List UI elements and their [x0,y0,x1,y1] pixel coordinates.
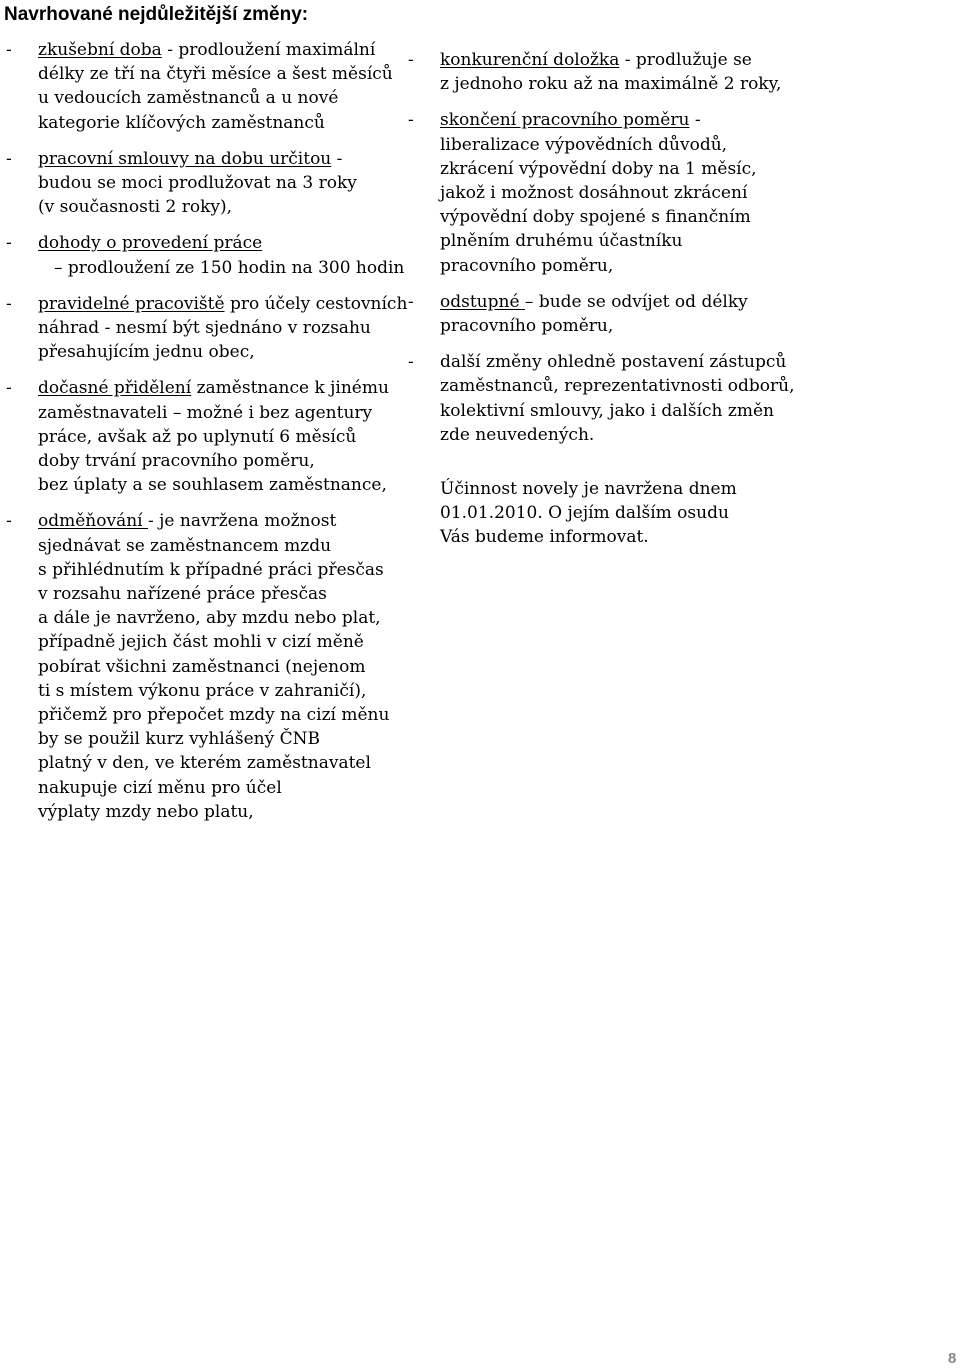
item-term: dočasné přidělení [38,378,192,399]
item-first-line [38,509,410,533]
item-line: platný v den, ve kterém zaměstnavatel [38,753,371,774]
change-item [402,290,832,338]
item-term: odstupné [440,291,525,312]
item-term-rest: další změny ohledně postavení zástupců [440,352,787,373]
item-term: odměňování [38,511,149,532]
change-item [402,48,832,96]
item-line: kolektivní smlouvy, jako i dalších změn [440,400,774,421]
item-line: pobírat všichni zaměstnanci (nejenom [38,656,366,677]
item-term: skončení pracovního poměru [440,110,690,131]
item-term-rest: zaměstnance k jinému [191,378,389,399]
item-first-line [38,147,410,171]
item-line: (v současnosti 2 roky), [38,197,233,218]
change-item [402,350,832,447]
item-line: přesahujícím jednu obec, [38,342,255,363]
bullet-dash: - [6,40,12,60]
item-line: přičemž pro přepočet mzdy na cizí měnu [38,705,390,726]
item-first-line [440,350,832,374]
item-term-rest: - prodloužení maximální [161,40,376,60]
item-line: kategorie klíčových zaměstnanců [38,112,325,133]
item-first-line [440,48,832,72]
change-item [402,108,832,277]
item-term: konkurenční doložka [440,50,620,70]
item-line: s přihlédnutím k případné práci přesčas [38,559,384,580]
item-term: pravidelné pracoviště [38,293,225,314]
item-line: pracovního poměru, [440,255,614,276]
item-term-rest: pro účely cestovních [224,293,408,314]
item-line: bez úplaty a se souhlasem zaměstnance, [38,475,387,496]
item-term-rest: – bude se odvíjet od délky [524,291,748,312]
item-term-rest: - [331,148,343,169]
item-line: případně jejich část mohli v cizí měně [38,632,364,653]
item-line: práce, avšak až po uplynutí 6 měsíců [38,426,357,447]
bullet-dash: - [6,148,12,169]
item-line: doby trvání pracovního poměru, [38,451,315,472]
item-line: liberalizace výpovědních důvodů, [440,134,728,155]
item-line: z jednoho roku až na maximálně 2 roky, [440,74,782,95]
item-term: pracovní smlouvy na dobu určitou [38,148,332,169]
item-line: výplaty mzdy nebo platu, [38,801,254,822]
item-first-line [38,231,410,255]
item-line: plněním druhému účastníku [440,231,683,252]
item-line: by se použil kurz vyhlášený ČNB [38,729,320,750]
item-line: – prodloužení ze 150 hodin na 300 hodin [54,257,405,278]
change-item [0,147,410,220]
page-number: 8 [948,1350,957,1367]
item-term-rest: - je navržena možnost [148,511,337,532]
bullet-dash: - [6,233,12,254]
item-term: dohody o provedení práce [38,233,263,254]
bullet-dash: - [6,293,12,314]
note-line: 01.01.2010. O jejím dalším osudu [440,503,729,524]
bullet-dash: - [408,50,414,70]
item-line: budou se moci prodlužovat na 3 roky [38,173,357,194]
bullet-dash: - [408,110,414,131]
item-term-rest: - prodlužuje se [619,50,752,70]
change-item [0,292,410,365]
bullet-dash: - [408,352,414,373]
item-line: zde neuvedených. [440,424,595,445]
bullet-dash: - [6,378,12,399]
item-line: nakupuje cizí měnu pro účel [38,777,282,798]
bullet-dash: - [6,511,12,532]
item-line: u vedoucích zaměstnanců a u nové [38,88,339,109]
item-line: zaměstnanců, reprezentativnosti odborů, [440,376,795,397]
item-first-line [38,38,410,62]
item-term-rest: - [689,110,701,131]
item-line: v rozsahu nařízené práce přesčas [38,584,327,605]
item-first-line [440,290,832,314]
change-item [0,38,410,135]
page-heading: Navrhované nejdůležitější změny: [4,4,309,25]
change-item [0,231,410,279]
right-change-list [402,48,832,447]
item-first-line [440,108,832,132]
item-first-line [38,376,410,400]
item-line: ti s místem výkonu práce v zahraničí), [38,680,367,701]
item-line: pracovního poměru, [440,316,614,337]
item-line: výpovědní doby spojené s finančním [440,207,751,228]
item-line: a dále je navrženo, aby mzdu nebo plat, [38,608,381,629]
bullet-dash: - [408,291,414,312]
right-column [402,48,832,550]
item-term: zkušební doba [38,40,162,60]
item-line: zkrácení výpovědní doby na 1 měsíc, [440,158,757,179]
note-line: Účinnost novely je navržena dnem [440,479,737,500]
item-line: délky ze tří na čtyři měsíce a šest měsíců [38,64,393,85]
item-line: sjednávat se zaměstnancem mzdu [38,535,332,556]
item-line: zaměstnavateli – možné i bez agentury [38,402,373,423]
left-column [0,38,410,836]
effective-date-note [402,477,832,550]
change-item [0,509,410,824]
change-item [0,376,410,497]
item-first-line [38,292,410,316]
note-line: Vás budeme informovat. [440,527,649,548]
item-line: náhrad - nesmí být sjednáno v rozsahu [38,318,371,339]
item-line: jakož i možnost dosáhnout zkrácení [440,183,748,204]
